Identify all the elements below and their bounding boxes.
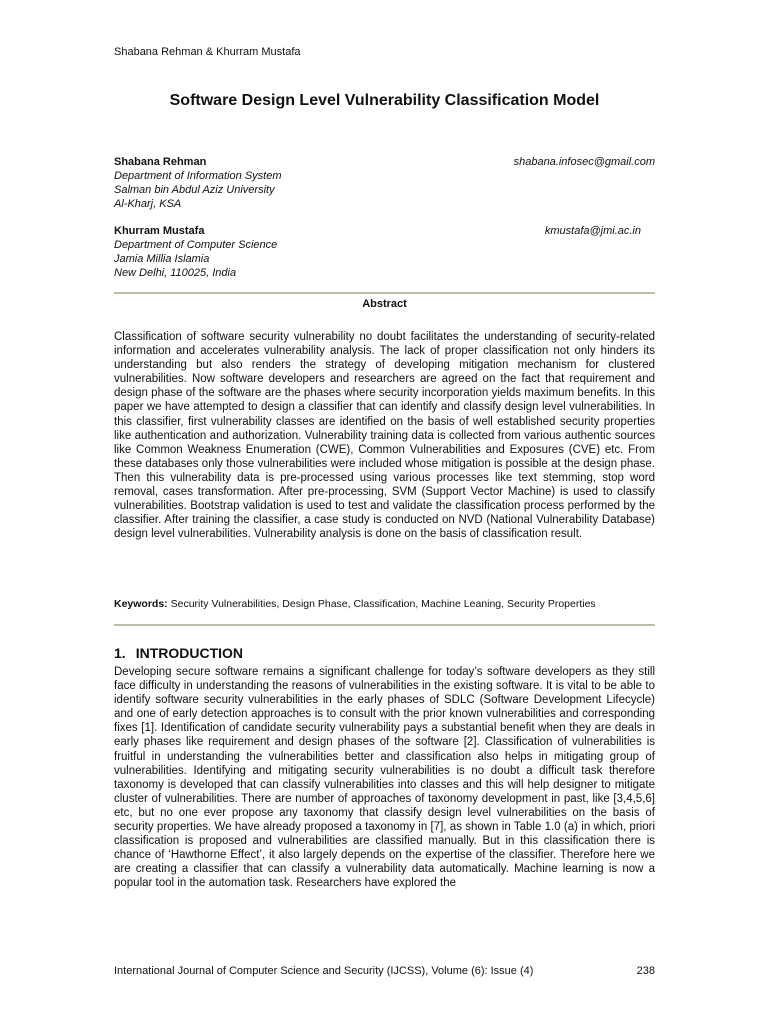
keywords-label: Keywords:: [114, 598, 168, 610]
keywords-text: Security Vulnerabilities, Design Phase, Classification, Machine Leaning, Security Properties: [170, 598, 596, 610]
author-email: shabana.infosec@gmail.com: [513, 156, 655, 168]
keywords-line: [114, 598, 655, 610]
abstract-text: Classification of software security vulnerability no doubt facilitates the understanding of security-related information and accelerates vulnerability analysis. The lack of proper classification not only hinders its understanding but also renders the strategy of developing mitigation mechanism for clustered vulnerabilities. Now software developers and researchers are agreed on the fact that requirement and design phase of the software are the phases where security incorporation yields maximum benefits. In this paper we have attempted to design a classifier that can identify and classify design level vulnerabilities. In this classifier, first vulnerability classes are identified on the basis of well established security properties like authentication and authorization. Vulnerability training data is collected from various authentic sources like Common Weakness Enumeration (CWE), Common Vulnerabilities and Exposures (CVE) etc. From these databases only those vulnerabilities were included whose mitigation is possible at the design phase. Then this vulnerability data is pre-processed using various processes like text stemming, stop word removal, cases transformation. After pre-processing, SVM (Support Vector Machine) is used to classify vulnerabilities. Bootstrap validation is used to test and validate the classification process performed by the classifier. After training the classifier, a case study is conducted on NVD (National Vulnerability Database) design level vulnerabilities. Vulnerability analysis is done on the basis of classification result.: [114, 331, 655, 541]
introduction-text: Developing secure software remains a significant challenge for today’s software developers as they still face difficulty in understanding the reasons of vulnerabilities in the existing software. It is vital to be able to identify software security vulnerabilities in the early phases of SDLC (Software Development Lifecycle) and one of early detection approaches is to consult with the prior known vulnerabilities and corresponding fixes [1]. Identification of candidate security vulnerability pays a substantial benefit when they are deals in early phases like requirement and design phases of the software [2]. Classification of vulnerabilities is fruitful in understanding the vulnerabilities better and classification also helps in mitigating group of vulnerabilities. Identifying and mitigating security vulnerabilities is no doubt a difficult task therefore taxonomy is developed that can classify vulnerabilities into classes and this will help designer to mitigate cluster of vulnerabilities. There are number of approaches of taxonomy development in past, like [3,4,5,6] etc, but no one ever propose any taxonomy that classify design level vulnerabilities on the basis of security properties. We have already proposed a taxonomy in [7], as shown in Table 1.0 (a) in which, priori classification is proposed and vulnerabilities are classified manually. But in this classification there is chance of ‘Hawthorne Effect’, it also largely depends on the expertise of the classifier. Therefore here we are creating a classifier that can classify a vulnerability data automatically. Machine learning is now a popular tool in the automation task. Researchers have explored the: [114, 666, 655, 890]
journal-citation: International Journal of Computer Science and Security (IJCSS), Volume (6): Issue (4): [114, 965, 534, 977]
author-block-2: [114, 224, 655, 280]
section-heading-introduction: [114, 645, 243, 661]
abstract-heading: Abstract: [362, 298, 407, 310]
running-head: Shabana Rehman & Khurram Mustafa: [114, 46, 301, 58]
author-institution: Jamia Millia Islamia: [114, 253, 210, 265]
section-title: INTRODUCTION: [135, 645, 244, 661]
page-footer: [114, 965, 655, 977]
author-name: Khurram Mustafa: [114, 225, 205, 237]
paper-title: Software Design Level Vulnerability Classification Model: [169, 92, 600, 109]
divider-rule: [114, 292, 655, 294]
paper-page: [114, 0, 655, 1024]
author-block-1: [114, 155, 655, 211]
divider-rule: [114, 624, 655, 626]
author-department: Department of Computer Science: [114, 239, 278, 251]
author-institution: Salman bin Abdul Aziz University: [114, 184, 275, 196]
author-department: Department of Information System: [114, 170, 282, 182]
section-number: 1.: [114, 645, 126, 661]
author-location: Al-Kharj, KSA: [114, 198, 182, 210]
author-name: Shabana Rehman: [114, 156, 207, 168]
author-location: New Delhi, 110025, India: [114, 267, 237, 279]
author-email: kmustafa@jmi.ac.in: [544, 225, 641, 237]
page-number: 238: [636, 965, 655, 977]
